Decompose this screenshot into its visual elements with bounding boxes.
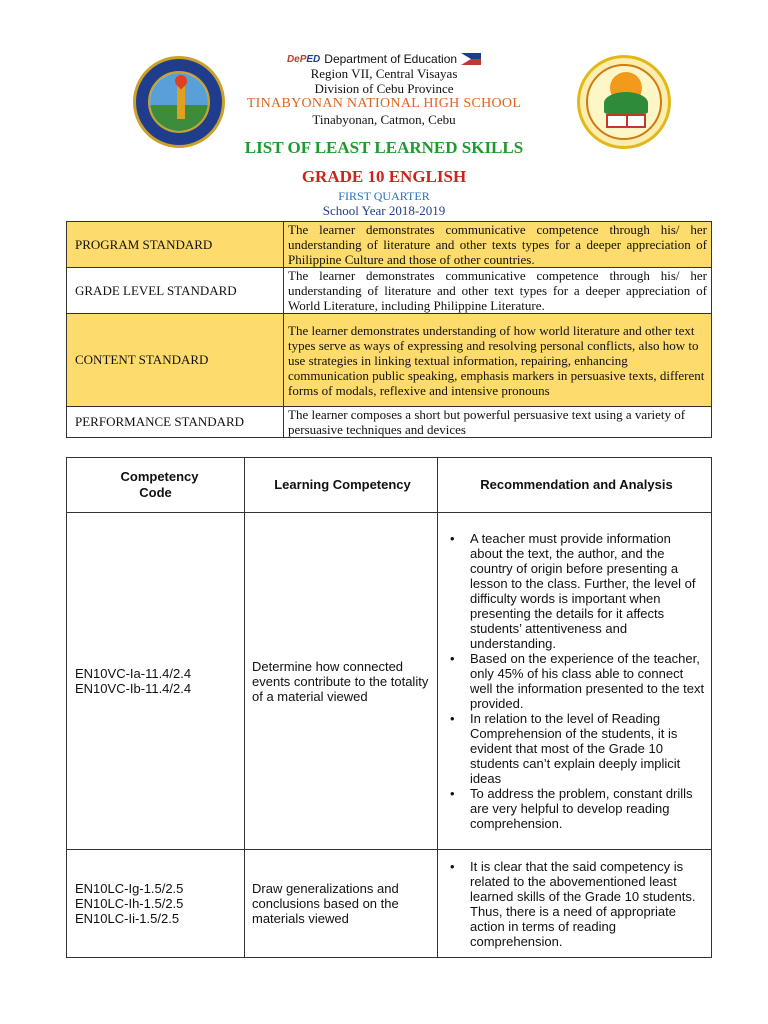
table-row: [67, 850, 712, 958]
recommendation-list: [446, 859, 707, 949]
standard-row-performance: [67, 407, 712, 438]
standard-text: The learner demonstrates communicative competence through his/ her understanding of literature and other texts types for a deeper appreciation of Philippine Culture and those of other countries.: [284, 222, 712, 268]
list-item: • Based on the experience of the teacher, only 45% of his class able to connect well the information presented to the text provided.: [450, 651, 705, 711]
list-item: • To address the problem, constant drills are very helpful to develop reading comprehension.: [450, 786, 693, 831]
document-title: LIST OF LEAST LEARNED SKILLS: [244, 138, 524, 157]
standard-text: The learner demonstrates communicative competence through his/ her understanding of literature and other text types for a deeper appreciation of World Literature, including Philippine Literature.: [284, 268, 712, 314]
standard-row-grade-level: [67, 268, 712, 314]
philippine-flag-icon: [461, 53, 481, 65]
bullet-icon: •: [450, 651, 455, 666]
standards-table: [66, 221, 712, 438]
competency-code: EN10LC-Ig-1.5/2.5: [75, 881, 184, 896]
list-item: • In relation to the level of Reading Comprehension of the students, it is evident that most of the Grade 10 students can’t explain deeply implicit ideas: [450, 711, 681, 786]
quarter-label: FIRST QUARTER: [338, 189, 430, 203]
school-address: Tinabyonan, Catmon, Cebu: [312, 112, 456, 127]
header-learning-competency: Learning Competency: [245, 458, 438, 513]
standard-label: GRADE LEVEL STANDARD: [67, 268, 284, 314]
standard-label: PROGRAM STANDARD: [67, 222, 284, 268]
table-row: [67, 513, 712, 850]
learning-competency: Determine how connected events contribute to the totality of a material viewed: [245, 513, 438, 850]
bullet-icon: •: [450, 858, 455, 874]
competency-header-row: [67, 458, 712, 513]
recommendation-cell: [438, 513, 712, 850]
division: Division of Cebu Province: [314, 81, 454, 96]
standard-text: The learner composes a short but powerful persuasive text using a variety of persuasive techniques and devices: [284, 407, 712, 438]
region: Region VII, Central Visayas: [310, 66, 458, 81]
bullet-icon: •: [450, 786, 455, 801]
competency-code: EN10VC-Ib-11.4/2.4: [75, 681, 192, 696]
list-item: • A teacher must provide information about the text, the author, and the country of origin before presenting a lesson to the class. Further, the level of difficulty words is important when presenting the details for it affects students’ attentiveness and understanding.: [450, 531, 696, 651]
document-subtitle: GRADE 10 ENGLISH: [301, 167, 467, 186]
standard-text: The learner demonstrates understanding of how world literature and other text types serve as ways of expressing and resolving personal conflicts, also how to use strategies in linking textual information, repairing, enhancing communication public speaking, emphasis markers in persuasive texts, different forms of modals, reflexive and intensive pronouns: [284, 314, 712, 407]
competency-code: EN10LC-Ih-1.5/2.5: [75, 896, 184, 911]
header-recommendation: Recommendation and Analysis: [438, 458, 712, 513]
recommendation-list: [446, 531, 707, 831]
standard-row-content: [67, 314, 712, 407]
standard-label: PERFORMANCE STANDARD: [67, 407, 284, 438]
deped-logo: DePED: [286, 53, 321, 65]
competency-table: [66, 457, 712, 958]
standard-row-program: [67, 222, 712, 268]
deped-line: [0, 52, 768, 66]
document-header: [0, 52, 768, 218]
competency-code: EN10VC-Ia-11.4/2.4: [75, 666, 192, 681]
school-name: TINABYONAN NATIONAL HIGH SCHOOL: [246, 96, 522, 111]
competency-code-cell: [67, 850, 245, 958]
standard-label: CONTENT STANDARD: [67, 314, 284, 407]
recommendation-cell: [438, 850, 712, 958]
bullet-icon: •: [450, 531, 455, 546]
list-item: • It is clear that the said competency is related to the abovementioned least learned skills of the Grade 10 students. Thus, there is a need of appropriate action in terms of reading comprehension.: [450, 858, 696, 949]
school-year: School Year 2018-2019: [322, 203, 446, 218]
learning-competency: Draw generalizations and conclusions based on the materials viewed: [245, 850, 438, 958]
competency-code: EN10LC-Ii-1.5/2.5: [75, 911, 180, 926]
competency-code-cell: [67, 513, 245, 850]
department-name: Department of Education: [324, 52, 458, 66]
header-competency-code: Competency Code: [67, 458, 245, 513]
bullet-icon: •: [450, 711, 455, 726]
